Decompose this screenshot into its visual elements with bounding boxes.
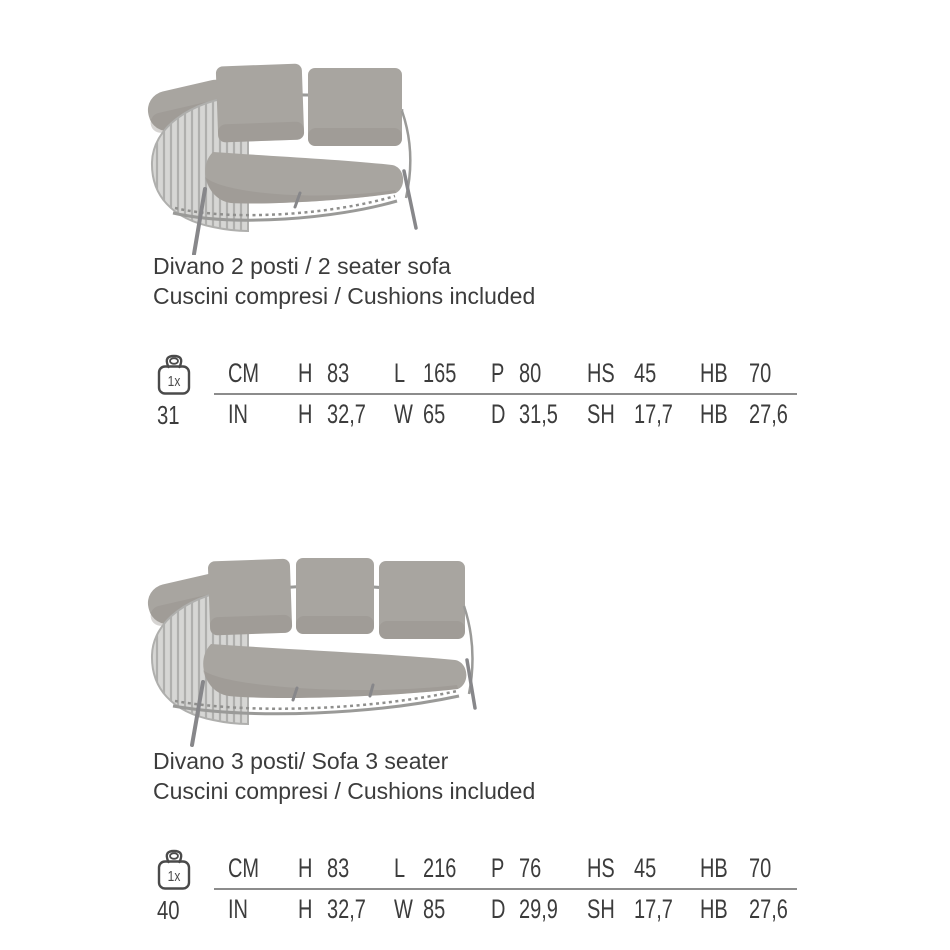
dim-value: 29,9 — [519, 894, 558, 924]
dim-label: W — [394, 894, 413, 924]
spec-table — [155, 352, 815, 442]
product-subtitle: Cuscini compresi / Cushions included — [153, 283, 536, 309]
table-divider — [214, 393, 797, 395]
dim-value: 165 — [423, 358, 457, 388]
product-title-block — [153, 746, 535, 806]
dim-value: 216 — [423, 853, 457, 883]
dim-label: W — [394, 399, 413, 429]
dim-label: L — [394, 358, 406, 388]
dim-value: 32,7 — [327, 399, 366, 429]
spec-row-cm — [218, 358, 818, 388]
sofa-leg — [467, 660, 475, 708]
dim-label: HS — [587, 358, 615, 388]
dim-value: 70 — [749, 853, 772, 883]
sofa-3-seater-svg — [145, 548, 485, 748]
dim-value: 83 — [327, 358, 350, 388]
dim-label: L — [394, 853, 406, 883]
dim-label: H — [298, 399, 313, 429]
dim-value: 76 — [519, 853, 542, 883]
dim-value: 27,6 — [749, 894, 788, 924]
weight-icon-label: 1x — [167, 372, 181, 390]
dim-label: D — [491, 399, 506, 429]
spec-row-in — [218, 399, 818, 429]
unit-label: CM — [228, 358, 260, 388]
weight-icon — [155, 849, 193, 891]
unit-label: IN — [228, 399, 248, 429]
back-cushion — [308, 68, 402, 146]
back-cushion — [208, 559, 293, 636]
weight-icon-label: 1x — [167, 867, 181, 885]
unit-label: CM — [228, 853, 260, 883]
dim-value: 45 — [634, 853, 657, 883]
weight-icon — [155, 354, 193, 396]
sofa-2-seater-svg — [145, 55, 425, 255]
product-subtitle: Cuscini compresi / Cushions included — [153, 778, 536, 804]
back-cushion — [296, 558, 374, 634]
back-cushion — [379, 561, 465, 639]
dim-value: 80 — [519, 358, 542, 388]
back-cushion — [216, 64, 305, 143]
dim-label: HB — [700, 853, 728, 883]
dim-value: 32,7 — [327, 894, 366, 924]
dim-label: D — [491, 894, 506, 924]
unit-label: IN — [228, 894, 248, 924]
dim-label: H — [298, 853, 313, 883]
dim-value: 17,7 — [634, 894, 673, 924]
dim-value: 85 — [423, 894, 446, 924]
dim-value: 45 — [634, 358, 657, 388]
dim-value: 31,5 — [519, 399, 558, 429]
dim-value: 17,7 — [634, 399, 673, 429]
sofa-3-seater-illustration — [145, 548, 485, 748]
dim-value: 70 — [749, 358, 772, 388]
dim-label: P — [491, 358, 505, 388]
weight-value: 40 — [157, 895, 180, 925]
product-title-block — [153, 251, 535, 311]
product-title: Divano 3 posti/ Sofa 3 seater — [153, 748, 449, 774]
dim-value: 83 — [327, 853, 350, 883]
dim-label: HB — [700, 399, 728, 429]
spec-table — [155, 847, 815, 937]
dim-label: P — [491, 853, 505, 883]
spec-row-cm — [218, 853, 818, 883]
product-title: Divano 2 posti / 2 seater sofa — [153, 253, 451, 279]
dim-label: SH — [587, 399, 615, 429]
dim-label: SH — [587, 894, 615, 924]
dim-label: HB — [700, 358, 728, 388]
table-divider — [214, 888, 797, 890]
weight-value: 31 — [157, 400, 180, 430]
spec-row-in — [218, 894, 818, 924]
dim-label: HB — [700, 894, 728, 924]
dim-label: H — [298, 894, 313, 924]
dim-label: HS — [587, 853, 615, 883]
dim-value: 65 — [423, 399, 446, 429]
dim-value: 27,6 — [749, 399, 788, 429]
dim-label: H — [298, 358, 313, 388]
sofa-2-seater-illustration — [145, 55, 425, 255]
